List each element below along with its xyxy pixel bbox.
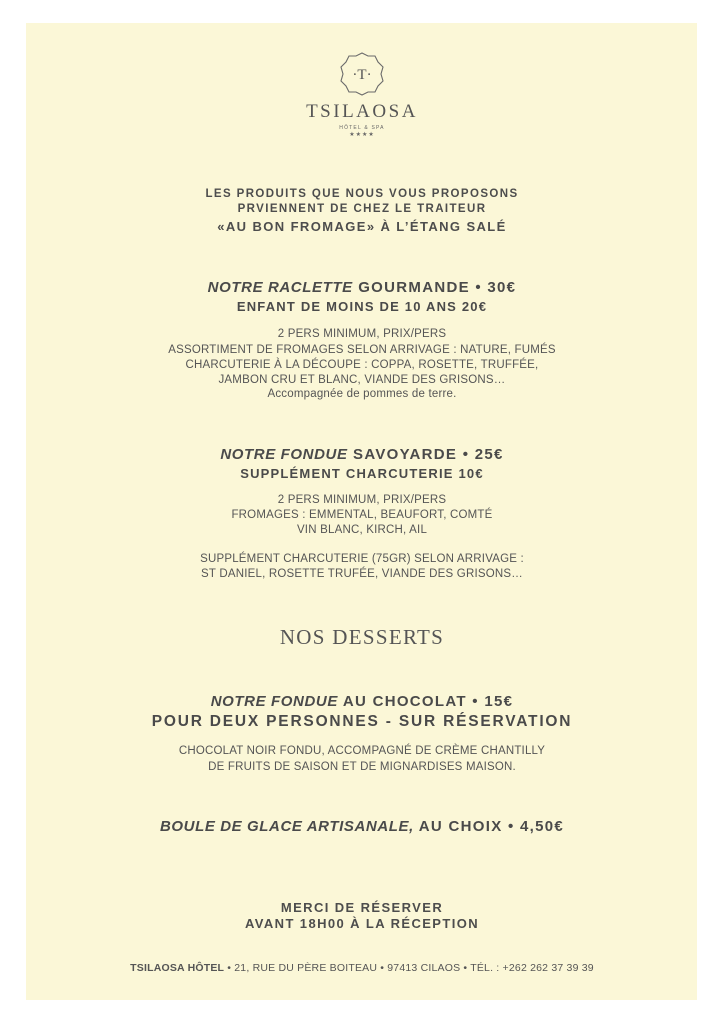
raclette-desc-2: ASSORTIMENT DE FROMAGES SELON ARRIVAGE : NATURE, FUMÉS — [168, 344, 556, 356]
reservation-line-2: AVANT 18H00 À LA RÉCEPTION — [244, 916, 480, 931]
logo-badge-icon — [338, 50, 386, 98]
logo-letter: ·T· — [352, 67, 372, 83]
raclette-desc-1: 2 PERS MINIMUM, PRIX/PERS — [277, 328, 447, 340]
chocolat-title-italic: NOTRE FONDUE — [210, 693, 338, 710]
chocolat-title-rest: AU CHOCOLAT • 15€ — [337, 693, 514, 710]
raclette-title-rest: GOURMANDE • 30€ — [352, 279, 517, 296]
hotel-stars: ★★★★ — [349, 132, 375, 138]
desserts-heading: NOS DESSERTS — [279, 625, 445, 649]
glace-title — [0, 818, 724, 835]
fondue-title-rest: SAVOYARDE • 25€ — [347, 446, 504, 463]
fondue-title — [0, 446, 724, 463]
intro-line-1: LES PRODUITS QUE NOUS VOUS PROPOSONS — [205, 188, 519, 200]
raclette-desc-4: JAMBON CRU ET BLANC, VIANDE DES GRISONS… — [218, 374, 506, 386]
chocolat-desc-1: CHOCOLAT NOIR FONDU, ACCOMPAGNÉ DE CRÈME CHANTILLY — [178, 745, 546, 757]
raclette-title — [0, 279, 724, 296]
fondue-extra-2: ST DANIEL, ROSETTE TRUFÉE, VIANDE DES GRISONS… — [201, 568, 523, 580]
fondue-desc-2: FROMAGES : EMMENTAL, BEAUFORT, COMTÉ — [231, 509, 493, 521]
fondue-extra-1: SUPPLÉMENT CHARCUTERIE (75GR) SELON ARRIVAGE : — [200, 553, 524, 565]
chocolat-subtitle: POUR DEUX PERSONNES - SUR RÉSERVATION — [151, 713, 573, 730]
fondue-desc-1: 2 PERS MINIMUM, PRIX/PERS — [277, 494, 447, 506]
fondue-desc-3: VIN BLANC, KIRCH, AIL — [296, 524, 428, 536]
intro-line-3: «AU BON FROMAGE» À L’ÉTANG SALÉ — [217, 219, 507, 234]
raclette-subtitle: ENFANT DE MOINS DE 10 ANS 20€ — [236, 299, 488, 314]
footer-contact: • 21, RUE DU PÈRE BOITEAU • 97413 CILAOS • TÉL. : +262 262 37 39 39 — [224, 962, 594, 974]
raclette-desc-5: Accompagnée de pommes de terre. — [267, 388, 457, 400]
glace-title-italic: BOULE DE GLACE ARTISANALE, — [159, 818, 414, 835]
hotel-name: TSILAOSA — [306, 101, 418, 122]
footer-address — [0, 962, 724, 974]
reservation-line-1: MERCI DE RÉSERVER — [280, 900, 444, 915]
raclette-desc-3: CHARCUTERIE À LA DÉCOUPE : COPPA, ROSETTE, TRUFFÉE, — [185, 359, 539, 371]
chocolat-desc-2: DE FRUITS DE SAISON ET DE MIGNARDISES MAISON. — [208, 761, 516, 773]
hotel-subtitle: HÔTEL & SPA — [339, 125, 385, 131]
fondue-subtitle: SUPPLÉMENT CHARCUTERIE 10€ — [240, 466, 484, 481]
fondue-title-italic: NOTRE FONDUE — [220, 446, 348, 463]
hotel-logo — [338, 50, 386, 98]
footer-hotel-name: TSILAOSA HÔTEL — [130, 962, 225, 974]
glace-title-rest: AU CHOIX • 4,50€ — [413, 818, 565, 835]
chocolat-title — [0, 693, 724, 710]
raclette-title-italic: NOTRE RACLETTE — [207, 279, 353, 296]
intro-line-2: PRVIENNENT DE CHEZ LE TRAITEUR — [237, 203, 487, 215]
